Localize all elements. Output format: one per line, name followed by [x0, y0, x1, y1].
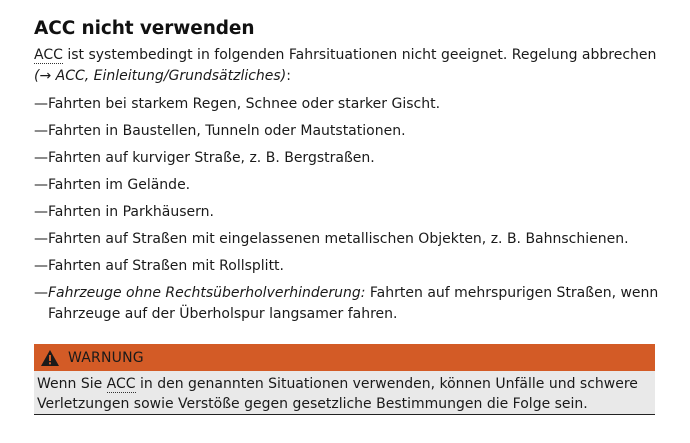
list-item-text: Fahrten auf kurviger Straße, z. B. Bergstraßen.: [48, 150, 375, 166]
list-item-text: Fahrten in Parkhäusern.: [48, 204, 214, 220]
list-item: [34, 94, 664, 115]
page-title: ACC nicht verwenden: [34, 18, 255, 39]
warning-text-start: Wenn Sie: [37, 376, 107, 392]
list-dash: —: [34, 123, 48, 139]
intro-paragraph: [34, 45, 664, 87]
list-dash: —: [34, 177, 48, 193]
list-item: [34, 229, 664, 250]
intro-colon: :: [286, 68, 291, 84]
list-item: [34, 148, 664, 169]
acc-abbreviation: ACC: [106, 376, 136, 392]
intro-text: ist systembedingt in folgenden Fahrsituationen nicht geeignet. Regelung abbrechen: [62, 47, 657, 63]
list-dash: —: [34, 150, 48, 166]
list-item-text: Fahrten auf Straßen mit eingelassenen metallischen Objekten, z. B. Bahnschienen.: [48, 231, 629, 247]
acc-abbreviation: ACC: [34, 47, 63, 63]
list-item-text: Fahrten bei starkem Regen, Schnee oder starker Gischt.: [48, 96, 441, 112]
warning-text: [34, 371, 655, 415]
list-item: [34, 175, 664, 196]
list-item: [34, 121, 664, 142]
warning-label: WARNUNG: [68, 349, 144, 366]
list-dash: —: [34, 204, 48, 220]
warning-text-end: in den genannten Situationen verwenden, können Unfälle und schwere Verletzungen sowie Verstöße gegen gesetzliche Bestimmungen die Folge sein.: [37, 376, 638, 412]
list-dash: —: [34, 96, 48, 112]
list-item: [34, 283, 664, 325]
list-dash: —: [34, 285, 48, 301]
list-item-text: Fahrten auf Straßen mit Rollsplitt.: [48, 258, 284, 274]
list-item-text: Fahrten in Baustellen, Tunneln oder Mautstationen.: [48, 123, 406, 139]
list-item: [34, 256, 664, 277]
warning-header: [34, 344, 655, 371]
list-dash: —: [34, 231, 48, 247]
list-dash: —: [34, 258, 48, 274]
list-item-text: Fahrten im Gelände.: [48, 177, 191, 193]
intro-reference: (→ ACC, Einleitung/Grundsätzliches): [34, 68, 287, 84]
list-item-text: Fahrten auf mehrspurigen Straßen, wenn Fahrzeuge auf der Überholspur langsamer fahren.: [48, 285, 659, 322]
list-item: [34, 202, 664, 223]
list-item-emphasis: Fahrzeuge ohne Rechtsüberholverhinderung:: [48, 285, 366, 301]
situation-list: [34, 94, 664, 331]
warning-triangle-icon: [40, 349, 60, 367]
